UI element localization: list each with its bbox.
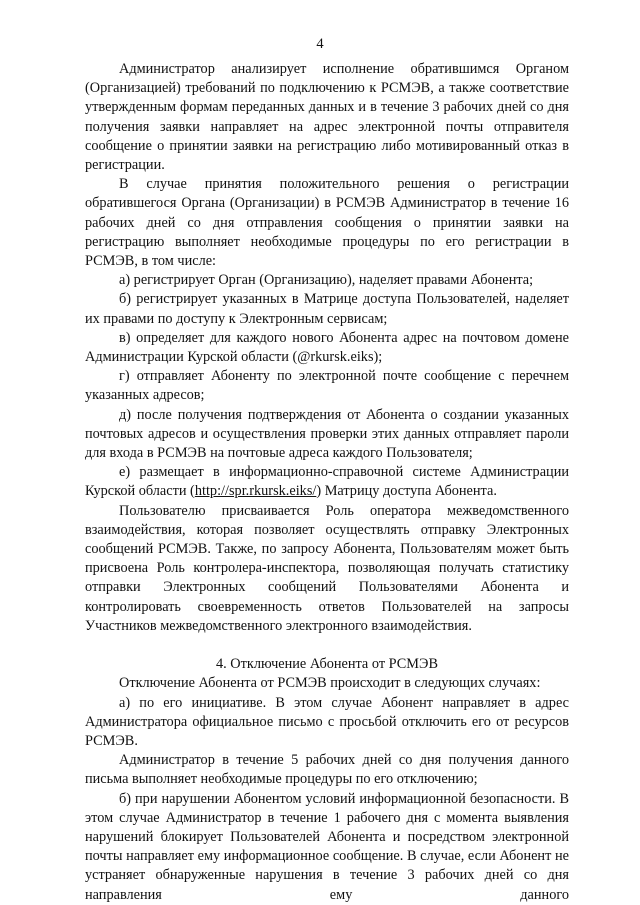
section-spacer <box>85 636 569 655</box>
list-item-g: г) отправляет Абоненту по электронной почте сообщение с перечнем указанных адресов; <box>85 368 569 404</box>
page-number: 4 <box>316 36 324 52</box>
paragraph-admin-analysis: Администратор анализирует исполнение обратившимся Органом (Организацией) требований по подключению к РСМЭВ, а также соответствие утвержденным формам переданных данных и в течение 3 рабочих дней со дня получения заявки направляет на адрес электронной почты отправителя сообщение о принятии заявки на регистрацию либо мотивированный отказ в регистрации. <box>85 61 569 174</box>
paragraph-security-violation: б) при нарушении Абонентом условий информационной безопасности. В этом случае Администратор в течение 1 рабочего дня с момента выявления нарушений блокирует Пользователей Абонента и посредством электронной почты направляет ему информационное сообщение. В случае, если Абонент не устраняет обнаруженные нарушения в течение 3 рабочих дней со дня направления ему данного <box>85 790 569 903</box>
list-item-d: д) после получения подтверждения от Абонента о создании указанных почтовых адресов и осуществления проверки этих данных отправляет пароли для входа в РСМЭВ на почтовые адреса каждого Пользователя; <box>85 406 569 462</box>
list-item-b: б) регистрирует указанных в Матрице доступа Пользователей, наделяет их правами по доступу к Электронным сервисам; <box>85 291 569 327</box>
paragraph-own-initiative: а) по его инициативе. В этом случае Абонент направляет в адрес Администратора официальное письмо с просьбой отключить его от ресурсов РСМЭВ. <box>85 694 569 749</box>
list-item-e-text-before: е) размещает в информационно-справочной системе Администрации Курской области ( <box>85 464 569 500</box>
paragraph-user-roles: Пользователю присваивается Роль оператора межведомственного взаимодействия, которая позволяет осуществлять отправку Электронных сообщений РСМЭВ. Также, по запросу Абонента, Пользователям может быть присвоена Роль контролера-инспектора, позволяющая получать статистику отправки Электронных сообщений Пользователями Абонента и контролировать своевременность ответов Пользователей на запросы Участников межведомственного электронного взаимодействия. <box>85 502 569 634</box>
paragraph-registration-decision: В случае принятия положительного решения о регистрации обратившегося Органа (Организации) в РСМЭВ Администратор в течение 16 рабочих дней со дня отправления сообщения о принятии заявки на регистрацию выполняет необходимые процедуры по его регистрации в РСМЭВ, в том числе: <box>85 176 569 270</box>
section-heading-disconnection: 4. Отключение Абонента от РСМЭВ <box>216 656 438 673</box>
list-item-e <box>85 463 569 501</box>
paragraph-disconnection-cases: Отключение Абонента от РСМЭВ происходит в следующих случаях: <box>119 675 541 692</box>
paragraph-admin-disconnect-procedure: Администратор в течение 5 рабочих дней со дня получения данного письма выполняет необходимые процедуры по его отключению; <box>85 752 569 788</box>
list-item-e-text-after: ) Матрицу доступа Абонента. <box>316 483 497 500</box>
list-item-a: а) регистрирует Орган (Организацию), наделяет правами Абонента; <box>119 272 534 289</box>
spr-rkursk-link[interactable]: http://spr.rkursk.eiks/ <box>194 483 317 500</box>
document-body <box>85 60 569 905</box>
list-item-v: в) определяет для каждого нового Абонента адрес на почтовом домене Администрации Курской области (@rkursk.eiks); <box>85 329 569 366</box>
